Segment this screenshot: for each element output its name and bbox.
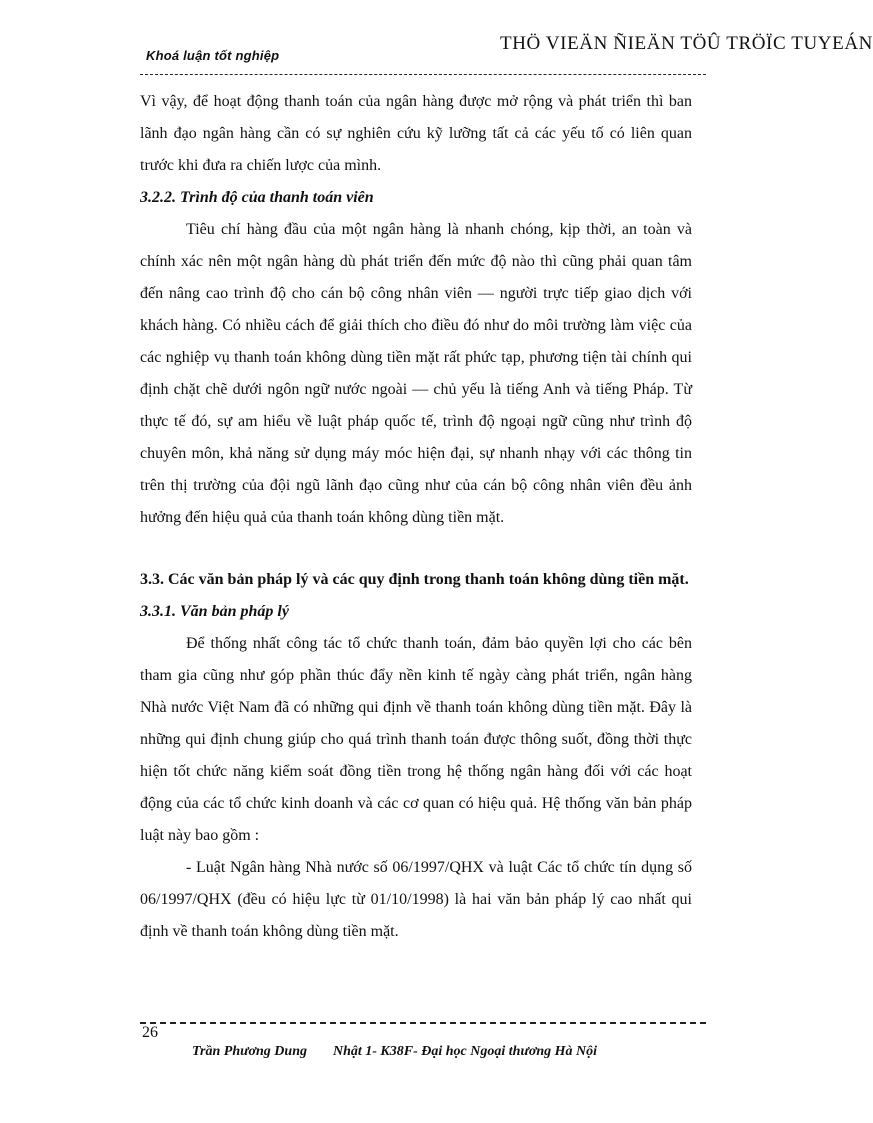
heading-3-3: 3.3. Các văn bản pháp lý và các quy định trong thanh toán không dùng tiền mặt.	[140, 571, 689, 588]
section-spacer	[140, 534, 692, 564]
paragraph-legal-framework: Để thống nhất công tác tổ chức thanh toán, đảm bảo quyền lợi cho các bên tham gia cũng như góp phần thúc đẩy nền kinh tế ngày càng phát triển, ngân hàng Nhà nước Việt Nam đã có những qui định về thanh toán không dùng tiền mặt. Đây là những qui định chung giúp cho quá trình thanh toán được thông suốt, đồng thời thực hiện tốt chức năng kiểm soát đồng tiền trong hệ thống ngân hàng đối với các hoạt động của các tổ chức kinh doanh và các cơ quan có hiệu quả. Hệ thống văn bản pháp luật này bao gồm :	[140, 635, 692, 844]
footer-author: Trần Phương Dung	[192, 1044, 307, 1059]
paragraph-strategy: Vì vậy, để hoạt động thanh toán của ngân hàng được mở rộng và phát triển thì ban lãnh đạo ngân hàng cần có sự nghiên cứu kỹ lưỡng tất cả các yếu tố có liên quan trước khi đưa ra chiến lược của mình.	[140, 93, 692, 174]
footer-credit	[192, 1044, 597, 1060]
heading-3-3-1: 3.3.1. Văn bản pháp lý	[140, 603, 289, 620]
heading-3-2-2: 3.2.2. Trình độ của thanh toán viên	[140, 189, 374, 206]
page-number: 26	[142, 1024, 158, 1041]
footer-class-info: Nhật 1- K38F- Đại học Ngoại thương Hà Nội	[332, 1044, 598, 1059]
paragraph-banking-law: - Luật Ngân hàng Nhà nước số 06/1997/QHX và luật Các tổ chức tín dụng số 06/1997/QHX (đều có hiệu lực từ 01/10/1998) là hai văn bản pháp lý cao nhất qui định về thanh toán không dùng tiền mặt.	[140, 859, 692, 940]
page-body	[140, 86, 692, 948]
paragraph-staff-skills: Tiêu chí hàng đầu của một ngân hàng là nhanh chóng, kịp thời, an toàn và chính xác nên một ngân hàng dù phát triển đến mức độ nào thì cũng phải quan tâm đến nâng cao trình độ cho cán bộ công nhân viên — người trực tiếp giao dịch với khách hàng. Có nhiều cách để giải thích cho điều đó như do môi trường làm việc của các nghiệp vụ thanh toán không dùng tiền mặt rất phức tạp, phương tiện tài chính qui định chặt chẽ dưới ngôn ngữ nước ngoài — chủ yếu là tiếng Anh và tiếng Pháp. Từ thực tế đó, sự am hiểu về luật pháp quốc tế, trình độ ngoại ngữ cũng như trình độ chuyên môn, khả năng sử dụng máy móc hiện đại, sự nhanh nhạy với các thông tin trên thị trường của đội ngũ lãnh đạo cũng như của cán bộ công nhân viên đều ảnh hưởng đến hiệu quả của thanh toán không dùng tiền mặt.	[140, 221, 692, 526]
footer-divider	[140, 1022, 706, 1024]
header-divider	[140, 74, 706, 75]
library-watermark-title: THÖ VIEÄN ÑIEÄN TÖÛ TRÖÏC TUYEÁN	[500, 33, 873, 54]
document-header-title: Khoá luận tốt nghiệp	[146, 48, 280, 63]
